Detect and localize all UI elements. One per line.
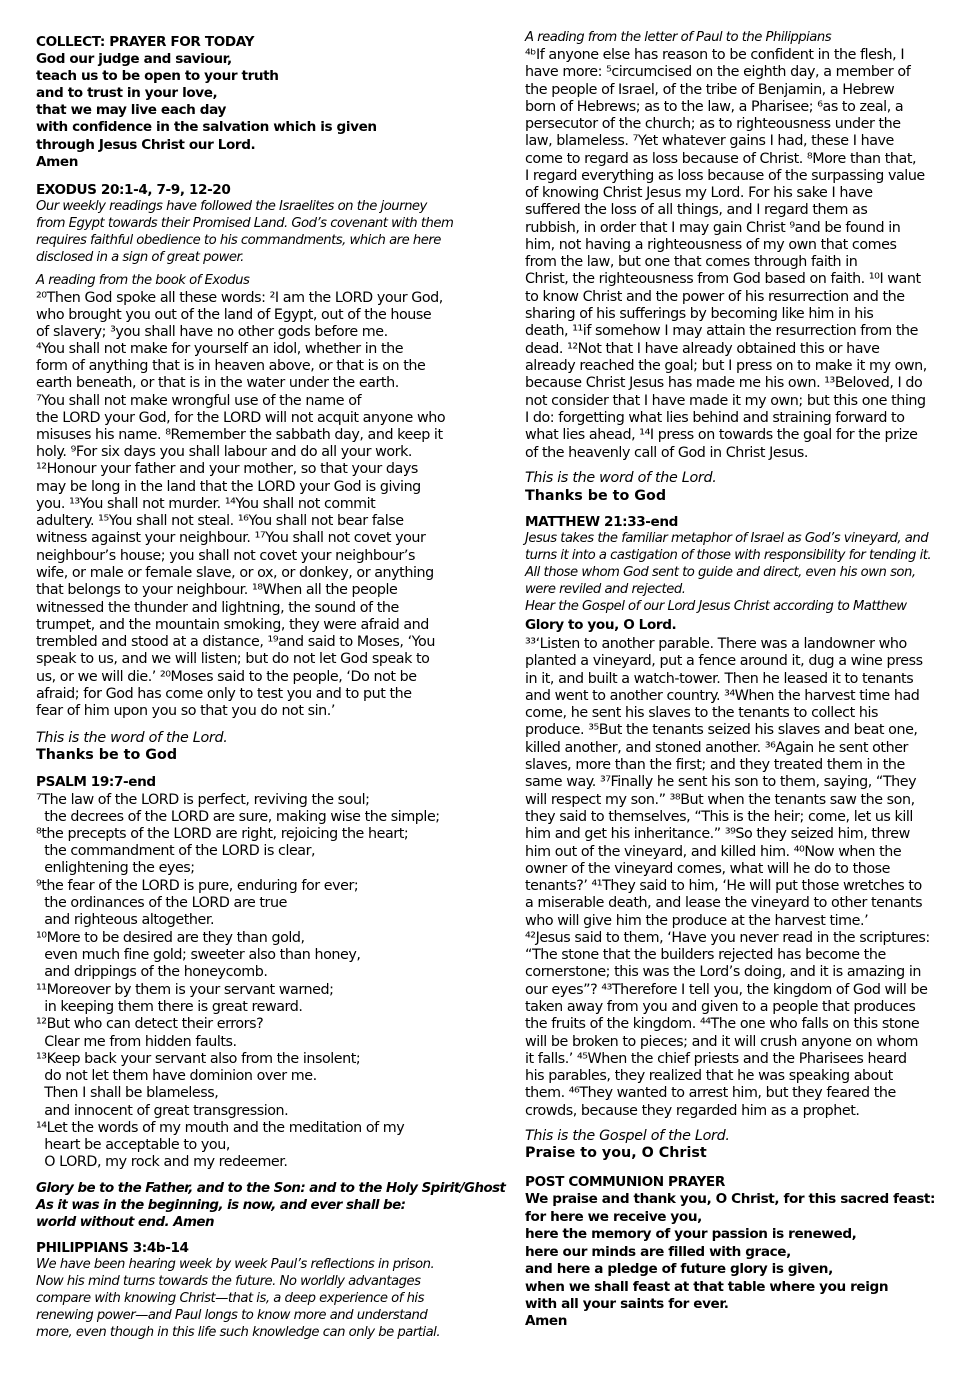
left-line: ⁸the precepts of the LORD are right, rejoicing the heart; [36,826,409,842]
left-line: afraid; for God has come only to test you and to put the [36,686,412,702]
right-line: a miserable death, and lease the vineyard to other tenants [525,895,923,911]
right-line: not consider that I have made it my own; but this one thing [525,393,926,409]
left-line: Clear me from hidden faults. [36,1034,237,1050]
right-line: This is the word of the Lord. [525,470,717,486]
right-line: here the memory of your passion is renewed, [525,1226,857,1242]
left-line: you. ¹³You shall not murder. ¹⁴You shall not commit [36,496,376,512]
left-line: teach us to be open to your truth [36,68,279,84]
right-line: him out of the vineyard, and killed him. ⁴⁰Now when the [525,844,902,860]
right-line: his parables, they realized that he was speaking about [525,1068,893,1084]
right-line: tenants?’ ⁴¹They said to him, ‘He will put those wretches to [525,878,922,894]
right-line: We praise and thank you, O Christ, for this sacred feast: [525,1191,936,1207]
left-line: neighbour’s house; you shall not covet your neighbour’s [36,548,415,564]
left-line: who brought you out of the land of Egypt, out of the house [36,307,432,323]
left-line: with confidence in the salvation which is given [36,119,377,135]
left-line: world without end. Amen [36,1215,214,1230]
left-line: Thanks be to God [36,747,178,763]
left-line: EXODUS 20:1-4, 7-9, 12-20 [36,182,231,198]
left-line: Now his mind turns towards the future. No worldly advantages [36,1274,421,1289]
right-line: death, ¹¹if somehow I may attain the resurrection from the [525,323,918,339]
right-line: cornerstone; this was the Lord’s doing, and it is amazing in [525,964,921,980]
right-line: ³³‘Listen to another parable. There was a landowner who [525,636,907,652]
right-line: crowds, because they regarded him as a prophet. [525,1103,860,1119]
right-line: the fruits of the kingdom. ⁴⁴The one who falls on this stone [525,1016,920,1032]
left-line: speak to us, and we will listen; but do not let God speak to [36,651,430,667]
right-line: owner of the vineyard comes, what will he do to those [525,861,890,877]
right-line: were reviled and rejected. [525,582,686,597]
right-line: the people of Israel, of the tribe of Benjamin, a Hebrew [525,82,895,98]
left-line: misuses his name. ⁸Remember the sabbath day, and keep it [36,427,443,443]
left-line: trembled and stood at a distance, ¹⁹and said to Moses, ‘You [36,634,435,650]
right-line: Jesus takes the familiar metaphor of Israel as God’s vineyard, and [525,531,929,546]
left-line: compare with knowing Christ—that is, a deep experience of his [36,1291,424,1306]
left-line: witnessed the thunder and lightning, the sound of the [36,600,399,616]
left-line: may be long in the land that the LORD your God is giving [36,479,421,495]
left-line: and to trust in your love, [36,85,218,101]
right-line: “The stone that the builders rejected has become the [525,947,886,963]
left-line: the commandment of the LORD is clear, [36,843,316,859]
left-line: wife, or male or female slave, or ox, or donkey, or anything [36,565,434,581]
left-line: COLLECT: PRAYER FOR TODAY [36,34,255,50]
right-line: I regard everything as loss because of the surpassing value [525,168,925,184]
left-line: disclosed in a sign of great power. [36,250,244,265]
right-line: with all your saints for ever. [525,1296,729,1312]
right-line: them. ⁴⁶They wanted to arrest him, but they feared the [525,1085,896,1101]
right-line: him and get his inheritance.” ³⁹So they seized him, threw [525,826,910,842]
left-line: and innocent of great transgression. [36,1103,289,1119]
right-line: it falls.’ ⁴⁵When the chief priests and the Pharisees heard [525,1051,907,1067]
left-line: the LORD your God, for the LORD will not acquit anyone who [36,410,446,426]
left-line: PSALM 19:7-end [36,774,156,790]
left-line: fear of him upon you so that you do not sin.’ [36,703,335,719]
right-line: what lies ahead, ¹⁴I press on towards the goal for the prize [525,427,918,443]
left-line: Glory be to the Father, and to the Son: and to the Holy Spirit/Ghost [36,1181,506,1196]
right-line: rubbish, in order that I may gain Christ ⁹and be found in [525,220,901,236]
left-line: more, even though in this life such knowledge can only be partial. [36,1325,441,1340]
right-line: here our minds are filled with grace, [525,1244,791,1260]
left-line: form of anything that is in heaven above, or that is on the [36,358,426,374]
left-line: This is the word of the Lord. [36,730,228,746]
right-line: Praise to you, O Christ [525,1145,707,1161]
right-line: Glory to you, O Lord. [525,617,677,633]
left-line: ⁹the fear of the LORD is pure, enduring for ever; [36,878,359,894]
right-line: to know Christ and the power of his resurrection and the [525,289,905,305]
right-line: of the heavenly call of God in Christ Jesus. [525,445,808,461]
left-line: ⁴You shall not make for yourself an idol, whether in the [36,341,404,357]
right-line: will respect my son.” ³⁸But when the tenants saw the son, [525,792,915,808]
right-line: him, not having a righteousness of my own that comes [525,237,897,253]
left-line: A reading from the book of Exodus [36,273,250,288]
right-line: and here a pledge of future glory is given, [525,1261,833,1277]
left-line: ¹⁴Let the words of my mouth and the meditation of my [36,1120,405,1136]
right-line: same way. ³⁷Finally he sent his son to them, saying, “They [525,774,917,790]
right-line: in it, and built a watch-tower. Then he leased it to tenants [525,671,914,687]
right-line: ⁴ᵇIf anyone else has reason to be confident in the flesh, I [525,47,905,63]
right-line: persecutor of the church; as to righteousness under the [525,116,901,132]
left-line: ⁷You shall not make wrongful use of the name of [36,393,362,409]
left-line: ¹⁰More to be desired are they than gold, [36,930,305,946]
left-line: the decrees of the LORD are sure, making wise the simple; [36,809,440,825]
left-line: earth beneath, or that is in the water under the earth. [36,375,399,391]
left-line: As it was in the beginning, is now, and ever shall be: [36,1198,406,1213]
right-line: dead. ¹²Not that I have already obtained this or have [525,341,880,357]
right-line: Hear the Gospel of our Lord Jesus Christ according to Matthew [525,599,907,614]
left-line: adultery. ¹⁵You shall not steal. ¹⁶You shall not bear false [36,513,404,529]
right-line: have more: ⁵circumcised on the eighth day, a member of [525,64,911,80]
left-line: us, or we will die.’ ²⁰Moses said to the people, ‘Do not be [36,669,417,685]
right-line: planted a vineyard, put a fence around it, dug a wine press [525,653,923,669]
left-line: trumpet, and the mountain smoking, they were afraid and [36,617,429,633]
right-line: because Christ Jesus has made me his own. ¹³Beloved, I do [525,375,923,391]
right-line: and went to another country. ³⁴When the harvest time had [525,688,920,704]
right-line: come, he sent his slaves to the tenants to collect his [525,705,878,721]
left-line: and righteous altogether. [36,912,215,928]
left-line: ¹²Honour your father and your mother, so that your days [36,461,418,477]
left-line: We have been hearing week by week Paul’s reflections in prison. [36,1257,435,1272]
left-line: requires faithful obedience to his commandments, which are here [36,233,441,248]
left-line: Our weekly readings have followed the Israelites on the journey [36,199,427,214]
right-line: born of Hebrews; as to the law, a Pharisee; ⁶as to zeal, a [525,99,904,115]
right-line: when we shall feast at that table where you reign [525,1279,889,1295]
right-line: from the law, but one that comes through faith in [525,254,858,270]
left-line: O LORD, my rock and my redeemer. [36,1154,288,1170]
left-line: ⁷The law of the LORD is perfect, reviving the soul; [36,792,370,808]
left-line: ²⁰Then God spoke all these words: ²I am the LORD your God, [36,290,443,306]
left-line: enlightening the eyes; [36,860,195,876]
right-line: will be broken to pieces; and it will crush anyone on whom [525,1034,919,1050]
left-line: renewing power—and Paul longs to know more and understand [36,1308,428,1323]
left-line: witness against your neighbour. ¹⁷You shall not covet your [36,530,426,546]
right-line: turns it into a castigation of those with responsibility for tending it. [525,548,932,563]
right-line: Thanks be to God [525,488,667,504]
left-line: from Egypt towards their Promised Land. God’s covenant with them [36,216,454,231]
left-line: even much fine gold; sweeter also than honey, [36,947,361,963]
right-line: I do: forgetting what lies behind and straining forward to [525,410,905,426]
right-line: sharing of his sufferings by becoming like him in his [525,306,874,322]
right-line: This is the Gospel of the Lord. [525,1128,730,1144]
right-line: All those whom God sent to guide and direct, even his own son, [525,565,916,580]
right-line: Christ, the righteousness from God based on faith. ¹⁰I want [525,271,921,287]
right-line: of knowing Christ Jesus my Lord. For his sake I have [525,185,873,201]
right-line: already reached the goal; but I press on to make it my own, [525,358,927,374]
left-line: ¹³Keep back your servant also from the insolent; [36,1051,361,1067]
left-line: that belongs to your neighbour. ¹⁸When all the people [36,582,398,598]
right-line: Amen [525,1313,567,1329]
left-line: that we may live each day [36,102,226,118]
left-line: of slavery; ³you shall have no other gods before me. [36,324,388,340]
right-line: taken away from you and given to a people that produces [525,999,916,1015]
right-line: produce. ³⁵But the tenants seized his slaves and beat one, [525,722,918,738]
right-line: for here we receive you, [525,1209,702,1225]
left-line: ¹¹Moreover by them is your servant warned; [36,982,334,998]
right-line: slaves, more than the first; and they treated them in the [525,757,905,773]
right-line: MATTHEW 21:33-end [525,514,678,530]
left-line: holy. ⁹For six days you shall labour and do all your work. [36,444,413,460]
right-line: A reading from the letter of Paul to the Philippians [525,30,832,45]
right-line: come to regard as loss because of Christ. ⁸More than that, [525,151,917,167]
left-line: Amen [36,154,78,170]
left-line: Then I shall be blameless, [36,1085,219,1101]
left-line: through Jesus Christ our Lord. [36,137,256,153]
left-line: heart be acceptable to you, [36,1137,230,1153]
left-line: God our judge and saviour, [36,51,232,67]
right-line: our eyes”? ⁴³Therefore I tell you, the kingdom of God will be [525,982,928,998]
right-line: they said to themselves, “This is the heir; come, let us kill [525,809,913,825]
left-line: the ordinances of the LORD are true [36,895,287,911]
left-line: do not let them have dominion over me. [36,1068,317,1084]
right-line: killed another, and stoned another. ³⁶Again he sent other [525,740,908,756]
right-line: ⁴²Jesus said to them, ‘Have you never read in the scriptures: [525,930,930,946]
right-line: suffered the loss of all things, and I regard them as [525,202,868,218]
right-line: POST COMMUNION PRAYER [525,1174,725,1190]
left-line: in keeping them there is great reward. [36,999,303,1015]
right-line: law, blameless. ⁷Yet whatever gains I had, these I have [525,133,894,149]
left-line: ¹²But who can detect their errors? [36,1016,264,1032]
left-line: PHILIPPIANS 3:4b-14 [36,1240,189,1256]
left-line: and drippings of the honeycomb. [36,964,268,980]
right-line: who will give him the produce at the harvest time.’ [525,913,869,929]
